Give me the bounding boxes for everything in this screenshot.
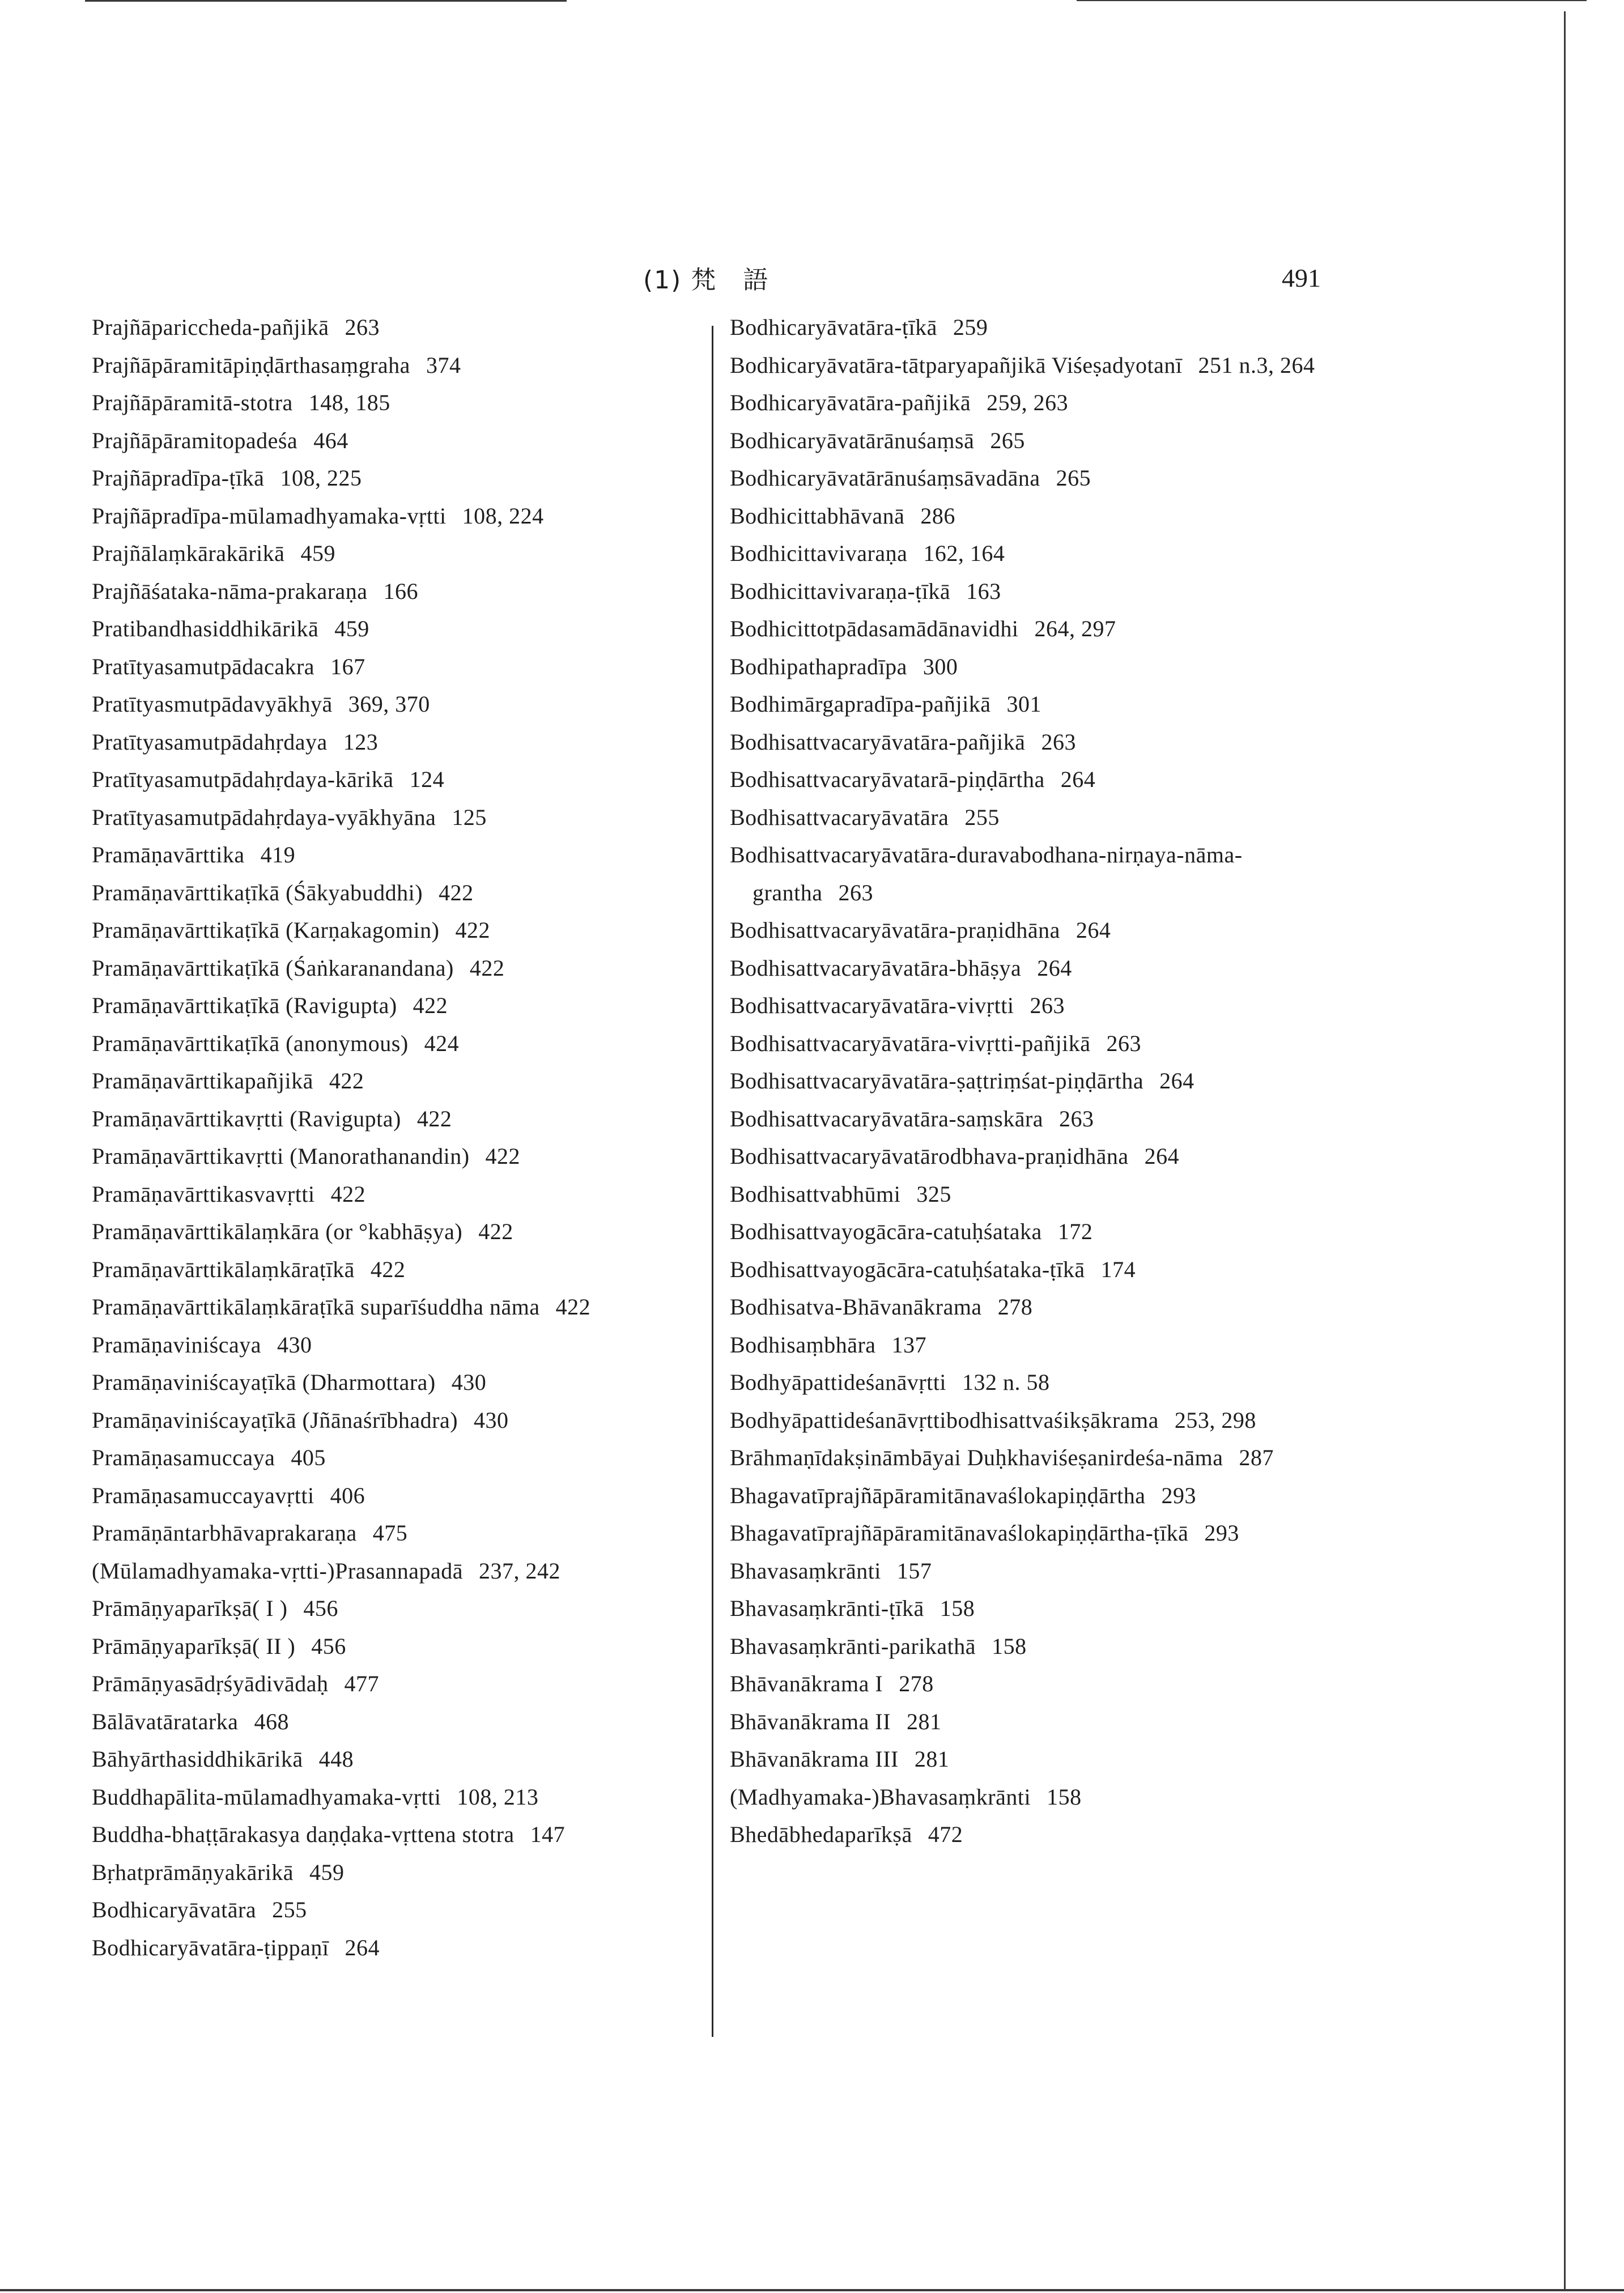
index-column-right bbox=[730, 309, 1319, 1854]
index-entry bbox=[92, 1100, 681, 1138]
entry-term: Bodhicittavivaraṇa-ṭīkā bbox=[730, 578, 951, 604]
entry-term: Prāmāṇyaparīkṣā( II ) bbox=[92, 1633, 296, 1659]
index-entry bbox=[92, 1741, 681, 1779]
index-entry bbox=[730, 1364, 1319, 1402]
index-entry bbox=[92, 610, 681, 648]
index-entry bbox=[92, 1552, 681, 1590]
entry-pages: 264 bbox=[345, 1934, 380, 1960]
entry-term: Prāmāṇyasādṛśyādivādaḥ bbox=[92, 1671, 329, 1696]
entry-term: Pratītyasmutpādavyākhyā bbox=[92, 691, 333, 717]
entry-term: Buddhapālita-mūlamadhyamaka-vṛtti bbox=[92, 1784, 441, 1810]
entry-term: Pratītyasamutpādahṛdaya-vyākhyāna bbox=[92, 804, 436, 830]
index-entry bbox=[730, 724, 1319, 762]
entry-pages: 422 bbox=[455, 917, 490, 943]
entry-term: Bṛhatprāmāṇyakārikā bbox=[92, 1859, 294, 1885]
index-entry bbox=[730, 610, 1319, 648]
scan-edge-top-right bbox=[1077, 0, 1587, 1]
index-entry bbox=[92, 1062, 681, 1100]
entry-pages: 237, 242 bbox=[479, 1558, 561, 1584]
entry-pages: 325 bbox=[916, 1181, 951, 1207]
index-entry bbox=[92, 1929, 681, 1967]
entry-term: Pramāṇavārttikaṭīkā (anonymous) bbox=[92, 1030, 409, 1056]
entry-pages: 422 bbox=[485, 1143, 521, 1169]
entry-pages: 448 bbox=[318, 1746, 354, 1772]
index-entry bbox=[92, 1628, 681, 1666]
entry-pages: 125 bbox=[452, 804, 487, 830]
entry-pages: 422 bbox=[330, 1181, 366, 1207]
entry-pages: 293 bbox=[1204, 1520, 1239, 1546]
index-entry bbox=[92, 1590, 681, 1628]
entry-pages: 264, 297 bbox=[1034, 616, 1116, 641]
entry-pages: 251 n.3, 264 bbox=[1198, 352, 1315, 378]
entry-pages: 264 bbox=[1037, 955, 1072, 981]
page-header bbox=[0, 248, 1624, 299]
entry-pages: 167 bbox=[330, 653, 365, 679]
index-entry bbox=[730, 1439, 1319, 1477]
entry-pages: 430 bbox=[474, 1407, 509, 1433]
index-entry bbox=[92, 1288, 681, 1326]
index-entry bbox=[92, 1251, 681, 1289]
entry-term: Prajñāpariccheda-pañjikā bbox=[92, 314, 329, 340]
entry-pages: 253, 298 bbox=[1174, 1407, 1256, 1433]
entry-pages: 265 bbox=[990, 427, 1025, 453]
entry-term: Bodhicaryāvatārānuśaṃsāvadāna bbox=[730, 465, 1040, 491]
entry-term: Bodhisattvacaryāvatāra-vivṛtti bbox=[730, 993, 1014, 1018]
scan-edge-top-left bbox=[85, 0, 567, 2]
entry-pages: 123 bbox=[343, 729, 379, 755]
entry-term: Pramāṇavārttika bbox=[92, 842, 245, 867]
index-entry bbox=[92, 761, 681, 799]
entry-term: Bodhisattvayogācāra-catuḥśataka-ṭīkā bbox=[730, 1256, 1085, 1282]
index-entry bbox=[730, 1176, 1319, 1214]
index-entry bbox=[730, 950, 1319, 988]
entry-term: Bodhisattvacaryāvatāra-vivṛtti-pañjikā bbox=[730, 1030, 1091, 1056]
entry-term: Bhāvanākrama I bbox=[730, 1671, 883, 1696]
entry-term: Bhāvanākrama II bbox=[730, 1708, 891, 1734]
entry-term: Bodhisattvacaryāvatarā-piṇḍārtha bbox=[730, 767, 1045, 792]
entry-term: Bodhisattvacaryāvatārodbhava-praṇidhāna bbox=[730, 1143, 1129, 1169]
index-entry bbox=[730, 535, 1319, 573]
entry-term: Pramāṇavārttikavṛtti (Ravigupta) bbox=[92, 1105, 401, 1131]
entry-pages: 158 bbox=[992, 1633, 1027, 1659]
index-entry bbox=[92, 686, 681, 724]
entry-term: Pramāṇaviniścayaṭīkā (Dharmottara) bbox=[92, 1369, 436, 1395]
entry-pages: 108, 225 bbox=[280, 465, 362, 491]
index-entry bbox=[92, 1816, 681, 1854]
entry-term: Bodhyāpattideśanāvṛttibodhisattvaśikṣākrama bbox=[730, 1407, 1159, 1433]
index-entry bbox=[730, 1288, 1319, 1326]
entry-term: Bodhicaryāvatārānuśaṃsā bbox=[730, 427, 975, 453]
index-entry bbox=[730, 1816, 1319, 1854]
entry-pages: 264 bbox=[1060, 767, 1096, 792]
index-entry bbox=[92, 1025, 681, 1063]
entry-pages: 422 bbox=[555, 1294, 591, 1320]
entry-term: Pratibandhasiddhikārikā bbox=[92, 616, 319, 641]
entry-pages: 468 bbox=[254, 1708, 289, 1734]
entry-pages: 374 bbox=[426, 352, 461, 378]
entry-pages: 422 bbox=[478, 1219, 513, 1244]
entry-term: Bodhisattvayogācāra-catuḥśataka bbox=[730, 1219, 1042, 1244]
index-entry bbox=[92, 724, 681, 762]
index-entry bbox=[730, 1741, 1319, 1779]
index-entry bbox=[730, 1402, 1319, 1440]
entry-pages: 264 bbox=[1075, 917, 1111, 943]
entry-pages: 158 bbox=[939, 1596, 975, 1621]
entry-pages: 430 bbox=[451, 1369, 487, 1395]
entry-pages: 456 bbox=[311, 1633, 346, 1659]
entry-pages: 255 bbox=[272, 1897, 307, 1922]
index-entry bbox=[92, 1326, 681, 1364]
entry-term: Pramāṇavārttikasvavṛtti bbox=[92, 1181, 315, 1207]
entry-term: Prajñāpāramitopadeśa bbox=[92, 427, 298, 453]
entry-pages: 464 bbox=[313, 427, 348, 453]
entry-pages: 419 bbox=[260, 842, 296, 867]
entry-pages: 166 bbox=[383, 578, 419, 604]
entry-term: Bodhicittavivaraṇa bbox=[730, 541, 908, 566]
index-entry bbox=[730, 347, 1319, 385]
entry-pages: 369, 370 bbox=[348, 691, 430, 717]
entry-term: Pramāṇavārttikaṭīkā (Śaṅkaranandana) bbox=[92, 955, 454, 981]
entry-term: Bāhyārthasiddhikārikā bbox=[92, 1746, 303, 1772]
entry-pages: 459 bbox=[334, 616, 369, 641]
entry-pages: 157 bbox=[896, 1558, 932, 1584]
entry-pages: 108, 213 bbox=[457, 1784, 539, 1810]
entry-term: Bodhicaryāvatāra-pañjikā bbox=[730, 390, 971, 415]
entry-pages: 475 bbox=[372, 1520, 408, 1546]
index-column-left bbox=[92, 309, 681, 1967]
entry-term: Bhagavatīprajñāpāramitānavaślokapiṇḍārtha-ṭīkā bbox=[730, 1520, 1189, 1546]
entry-term: Bhedābhedaparīkṣā bbox=[730, 1822, 912, 1847]
index-entry bbox=[92, 1703, 681, 1741]
entry-term: Bhavasaṃkrānti bbox=[730, 1558, 881, 1584]
index-entry bbox=[92, 1439, 681, 1477]
entry-pages: 472 bbox=[928, 1822, 963, 1847]
entry-term: Bhāvanākrama III bbox=[730, 1746, 899, 1772]
entry-pages: 281 bbox=[914, 1746, 950, 1772]
entry-pages: 259, 263 bbox=[987, 390, 1069, 415]
entry-pages: 259 bbox=[953, 314, 988, 340]
entry-term: Pratītyasamutpādahṛdaya-kārikā bbox=[92, 767, 394, 792]
entry-term: Pramāṇavārttikavṛtti (Manorathanandin) bbox=[92, 1143, 470, 1169]
entry-pages: 263 bbox=[1059, 1105, 1094, 1131]
index-entry bbox=[92, 422, 681, 460]
entry-pages: 263 bbox=[1041, 729, 1076, 755]
entry-term: Bodhicittabhāvanā bbox=[730, 503, 905, 529]
index-entry bbox=[730, 1100, 1319, 1138]
entry-pages: 124 bbox=[409, 767, 445, 792]
index-entry bbox=[92, 384, 681, 422]
index-entry bbox=[92, 1402, 681, 1440]
index-entry bbox=[730, 1552, 1319, 1590]
entry-term: Bodhicaryāvatāra-tātparyapañjikā Viśeṣadyotanī bbox=[730, 352, 1183, 378]
index-entry bbox=[730, 1477, 1319, 1515]
entry-term: Prajñāśataka-nāma-prakaraṇa bbox=[92, 578, 368, 604]
entry-pages: 174 bbox=[1100, 1256, 1136, 1282]
index-entry bbox=[92, 1854, 681, 1892]
entry-term: Bodhimārgapradīpa-pañjikā bbox=[730, 691, 991, 717]
entry-pages: 137 bbox=[891, 1331, 927, 1358]
entry-term: Pramāṇavārttikapañjikā bbox=[92, 1068, 313, 1094]
index-entry bbox=[92, 1477, 681, 1515]
index-entry bbox=[730, 573, 1319, 611]
index-entry bbox=[92, 347, 681, 385]
entry-pages: 263 bbox=[1106, 1030, 1142, 1056]
entry-term: Prajñāpradīpa-mūlamadhyamaka-vṛtti bbox=[92, 503, 447, 529]
entry-term: Bodhisattvacaryāvatāra-ṣaṭtriṃśat-piṇḍārtha bbox=[730, 1068, 1144, 1094]
entry-term: Bodhicaryāvatāra bbox=[92, 1897, 257, 1922]
index-entry bbox=[730, 460, 1319, 497]
entry-pages: 405 bbox=[291, 1445, 326, 1470]
index-entry bbox=[92, 1138, 681, 1176]
index-entry bbox=[730, 1213, 1319, 1251]
entry-pages: 281 bbox=[907, 1708, 942, 1734]
entry-term: Prajñāpradīpa-ṭīkā bbox=[92, 465, 265, 491]
entry-pages: 422 bbox=[413, 993, 448, 1018]
entry-term: Pramāṇavārttikālaṃkāraṭīkā bbox=[92, 1256, 355, 1282]
entry-pages: 263 bbox=[1030, 993, 1065, 1018]
entry-pages: 147 bbox=[530, 1822, 566, 1847]
index-entry bbox=[92, 874, 681, 912]
index-entry bbox=[730, 1703, 1319, 1741]
entry-pages: 264 bbox=[1144, 1143, 1180, 1169]
index-entry bbox=[92, 836, 681, 874]
index-entry bbox=[730, 1138, 1319, 1176]
entry-pages: 278 bbox=[899, 1671, 934, 1696]
index-entry bbox=[92, 1779, 681, 1816]
entry-term: Brāhmaṇīdakṣināmbāyai Duḥkhaviśeṣanirdeśa-nāma bbox=[730, 1445, 1223, 1470]
entry-pages: 263 bbox=[345, 314, 380, 340]
entry-pages: 286 bbox=[920, 503, 955, 529]
section-label: (1) 梵 語 bbox=[643, 266, 770, 295]
entry-term: Bālāvatāratarka bbox=[92, 1708, 239, 1734]
entry-term: Bhagavatīprajñāpāramitānavaślokapiṇḍārtha bbox=[730, 1482, 1146, 1508]
entry-pages: 422 bbox=[370, 1256, 406, 1282]
entry-term: Bodhisattvabhūmi bbox=[730, 1181, 901, 1207]
index-entry bbox=[730, 1515, 1319, 1552]
entry-term: (Mūlamadhyamaka-vṛtti-)Prasannapadā bbox=[92, 1558, 464, 1584]
entry-pages: 406 bbox=[330, 1482, 365, 1508]
entry-term: Pramāṇasamuccayavṛtti bbox=[92, 1482, 314, 1508]
entry-term: Bodhicaryāvatāra-ṭīkā bbox=[730, 314, 937, 340]
entry-term: Pramāṇavārttikaṭīkā (Śākyabuddhi) bbox=[92, 879, 423, 905]
entry-term: Prajñāpāramitāpiṇḍārthasaṃgraha bbox=[92, 352, 410, 378]
entry-term: (Madhyamaka-)Bhavasaṃkrānti bbox=[730, 1784, 1031, 1810]
entry-pages: 263 bbox=[838, 879, 873, 905]
index-entry bbox=[730, 1025, 1319, 1063]
entry-pages: 108, 224 bbox=[462, 503, 544, 529]
page-number: 491 bbox=[1282, 263, 1321, 292]
index-entry bbox=[730, 1326, 1319, 1364]
index-entry bbox=[92, 309, 681, 347]
index-entry bbox=[730, 497, 1319, 535]
entry-term: Pramāṇavārttikaṭīkā (Karṇakagomin) bbox=[92, 917, 440, 943]
index-entry bbox=[92, 648, 681, 686]
entry-pages: 172 bbox=[1057, 1219, 1093, 1244]
entry-term: Pramāṇavārttikālaṃkāra (or °kabhāṣya) bbox=[92, 1219, 463, 1244]
index-entry bbox=[730, 912, 1319, 950]
index-entry bbox=[92, 950, 681, 988]
entry-term: Bodhipathapradīpa bbox=[730, 653, 907, 679]
index-entry bbox=[730, 648, 1319, 686]
column-divider bbox=[712, 326, 713, 2037]
index-entry bbox=[730, 799, 1319, 837]
index-entry bbox=[730, 1779, 1319, 1816]
entry-pages: 293 bbox=[1161, 1482, 1197, 1508]
entry-pages: 301 bbox=[1006, 691, 1042, 717]
entry-pages: 424 bbox=[424, 1030, 460, 1056]
entry-term: Pramāṇasamuccaya bbox=[92, 1445, 275, 1470]
entry-term: Pramāṇavārttikālaṃkāraṭīkā suparīśuddha nāma bbox=[92, 1294, 540, 1320]
index-entry bbox=[92, 1213, 681, 1251]
index-entry bbox=[730, 1628, 1319, 1666]
index-entry bbox=[92, 573, 681, 611]
entry-term: Prajñālaṃkārakārikā bbox=[92, 541, 285, 566]
index-entry bbox=[730, 1062, 1319, 1100]
entry-term: Prāmāṇyaparīkṣā( I ) bbox=[92, 1596, 288, 1621]
entry-pages: 278 bbox=[997, 1294, 1033, 1320]
index-entry bbox=[730, 422, 1319, 460]
entry-term: Bhavasaṃkrānti-ṭīkā bbox=[730, 1596, 924, 1621]
entry-term: Bodhisattvacaryāvatāra-pañjikā bbox=[730, 729, 1026, 755]
index-entry bbox=[730, 1665, 1319, 1703]
index-entry bbox=[92, 799, 681, 837]
entry-term: Pratītyasamutpādacakra bbox=[92, 653, 315, 679]
entry-pages: 459 bbox=[309, 1859, 345, 1885]
entry-term: Bodhisattvacaryāvatāra-praṇidhāna bbox=[730, 917, 1060, 943]
entry-pages: 477 bbox=[344, 1671, 380, 1696]
index-entry bbox=[730, 686, 1319, 724]
entry-term: Bodhisattvacaryāvatāra-bhāṣya bbox=[730, 955, 1022, 981]
entry-pages: 422 bbox=[416, 1105, 452, 1131]
entry-term: Bodhyāpattideśanāvṛtti bbox=[730, 1369, 947, 1395]
index-entry bbox=[730, 836, 1319, 912]
index-entry bbox=[92, 987, 681, 1025]
entry-term: Pratītyasamutpādahṛdaya bbox=[92, 729, 328, 755]
entry-pages: 162, 164 bbox=[923, 541, 1005, 566]
index-entry bbox=[730, 987, 1319, 1025]
index-entry bbox=[92, 1891, 681, 1929]
entry-pages: 132 n. 58 bbox=[962, 1369, 1050, 1395]
entry-pages: 148, 185 bbox=[308, 390, 390, 415]
entry-pages: 158 bbox=[1047, 1784, 1082, 1810]
entry-term: Bodhicittotpādasamādānavidhi bbox=[730, 616, 1019, 641]
entry-term: Pramāṇavārttikaṭīkā (Ravigupta) bbox=[92, 993, 397, 1018]
entry-pages: 287 bbox=[1239, 1445, 1274, 1470]
entry-pages: 422 bbox=[439, 879, 474, 905]
entry-pages: 265 bbox=[1056, 465, 1091, 491]
entry-term: Bhavasaṃkrānti-parikathā bbox=[730, 1633, 976, 1659]
entry-pages: 255 bbox=[964, 804, 1000, 830]
index-entry bbox=[730, 384, 1319, 422]
index-entry bbox=[92, 497, 681, 535]
entry-term: Pramāṇaviniścayaṭīkā (Jñānaśrībhadra) bbox=[92, 1407, 458, 1433]
entry-pages: 422 bbox=[329, 1068, 364, 1094]
entry-pages: 456 bbox=[303, 1596, 338, 1621]
index-entry bbox=[92, 912, 681, 950]
index-entry bbox=[730, 1590, 1319, 1628]
index-entry bbox=[92, 1176, 681, 1214]
entry-term: Bodhisattvacaryāvatāra-duravabodhana-nirṇaya-nāma-grantha bbox=[730, 842, 1243, 905]
entry-term: Pramāṇāntarbhāvaprakaraṇa bbox=[92, 1520, 357, 1546]
index-entry bbox=[92, 1665, 681, 1703]
entry-pages: 422 bbox=[469, 955, 505, 981]
index-entry bbox=[730, 309, 1319, 347]
index-entry bbox=[92, 535, 681, 573]
entry-pages: 430 bbox=[277, 1331, 312, 1358]
index-entry bbox=[730, 1251, 1319, 1289]
entry-term: Bodhisattvacaryāvatāra bbox=[730, 804, 949, 830]
entry-term: Bodhicaryāvatāra-ṭippaṇī bbox=[92, 1934, 329, 1960]
index-entry bbox=[730, 761, 1319, 799]
entry-term: Buddha-bhaṭṭārakasya daṇḍaka-vṛttena stotra bbox=[92, 1822, 515, 1847]
scan-edge-bottom bbox=[0, 2289, 1624, 2291]
entry-term: Bodhisattvacaryāvatāra-saṃskāra bbox=[730, 1105, 1044, 1131]
entry-pages: 459 bbox=[300, 541, 335, 566]
entry-pages: 300 bbox=[922, 653, 958, 679]
scan-edge-right bbox=[1564, 11, 1566, 2289]
index-entry bbox=[92, 1364, 681, 1402]
entry-pages: 264 bbox=[1159, 1068, 1194, 1094]
index-entry bbox=[92, 460, 681, 497]
entry-term: Pramāṇaviniścaya bbox=[92, 1331, 261, 1358]
entry-term: Bodhisaṃbhāra bbox=[730, 1331, 876, 1358]
entry-pages: 163 bbox=[966, 578, 1001, 604]
entry-term: Bodhisatva-Bhāvanākrama bbox=[730, 1294, 982, 1320]
entry-term: Prajñāpāramitā-stotra bbox=[92, 390, 293, 415]
index-entry bbox=[92, 1515, 681, 1552]
